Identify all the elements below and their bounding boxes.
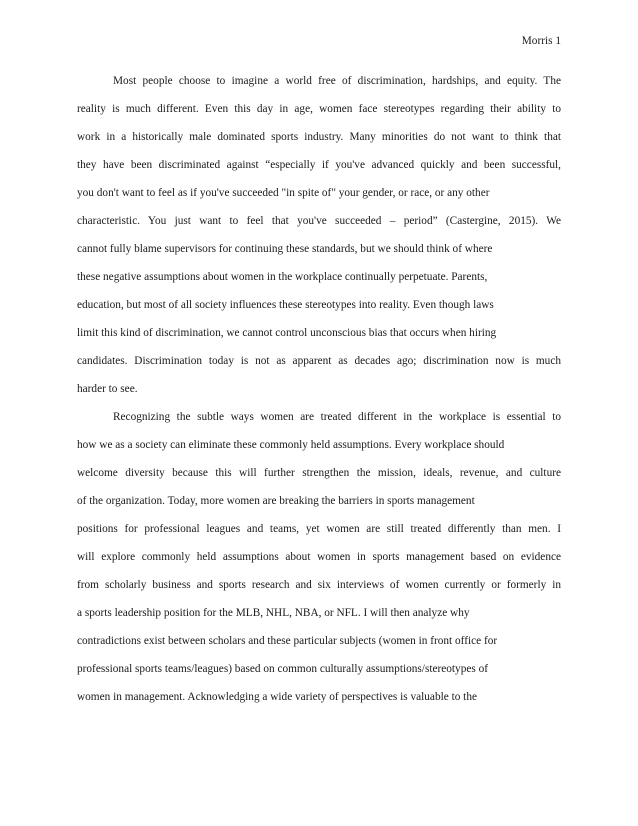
paragraph-1-line-4: they have been discriminated against “especially if you've advanced quickly and been successful, bbox=[77, 159, 561, 171]
paragraph-2-line-1: Recognizing the subtle ways women are treated different in the workplace is essential to bbox=[113, 411, 561, 423]
paragraph-1-line-8: these negative assumptions about women in the workplace continually perpetuate. Parents, bbox=[77, 271, 488, 283]
paragraph-1-line-5: you don't want to feel as if you've succeeded "in spite of" your gender, or race, or any other bbox=[77, 187, 490, 199]
paragraph-2-line-10: professional sports teams/leagues) based on common culturally assumptions/stereotypes of bbox=[77, 663, 488, 675]
paragraph-2-line-5: positions for professional leagues and teams, yet women are still treated differently than men. I bbox=[77, 523, 561, 535]
paragraph-2-line-3: welcome diversity because this will further strengthen the mission, ideals, revenue, and culture bbox=[77, 467, 561, 479]
paragraph-1-line-10: limit this kind of discrimination, we cannot control unconscious bias that occurs when hiring bbox=[77, 327, 497, 339]
paragraph-2-line-9: contradictions exist between scholars and these particular subjects (women in front office for bbox=[77, 635, 498, 647]
paragraph-1-line-11: candidates. Discrimination today is not as apparent as decades ago; discrimination now is much bbox=[77, 355, 561, 367]
paragraph-2-line-2: how we as a society can eliminate these commonly held assumptions. Every workplace should bbox=[77, 439, 505, 451]
paragraph-2-line-7: from scholarly business and sports research and six interviews of women currently or formerly in bbox=[77, 579, 561, 591]
paragraph-1-line-2: reality is much different. Even this day in age, women face stereotypes regarding their ability to bbox=[77, 103, 561, 115]
paragraph-1-line-6: characteristic. You just want to feel that you've succeeded – period” (Castergine, 2015). We bbox=[77, 215, 561, 227]
paragraph-1-line-7: cannot fully blame supervisors for continuing these standards, but we should think of where bbox=[77, 243, 493, 255]
paragraph-2-line-4: of the organization. Today, more women are breaking the barriers in sports management bbox=[77, 495, 475, 507]
running-head: Morris 1 bbox=[521, 35, 561, 47]
paragraph-2-line-11: women in management. Acknowledging a wide variety of perspectives is valuable to the bbox=[77, 691, 477, 703]
paragraph-1-line-1: Most people choose to imagine a world free of discrimination, hardships, and equity. The bbox=[113, 75, 561, 87]
paragraph-1-line-12: harder to see. bbox=[77, 383, 138, 395]
paragraph-2-line-8: a sports leadership position for the MLB, NHL, NBA, or NFL. I will then analyze why bbox=[77, 607, 470, 619]
paragraph-1-line-9: education, but most of all society influences these stereotypes into reality. Even though laws bbox=[77, 299, 494, 311]
paragraph-2-line-6: will explore commonly held assumptions about women in sports management based on evidence bbox=[77, 551, 561, 563]
paragraph-1-line-3: work in a historically male dominated sports industry. Many minorities do not want to think that bbox=[77, 131, 561, 143]
